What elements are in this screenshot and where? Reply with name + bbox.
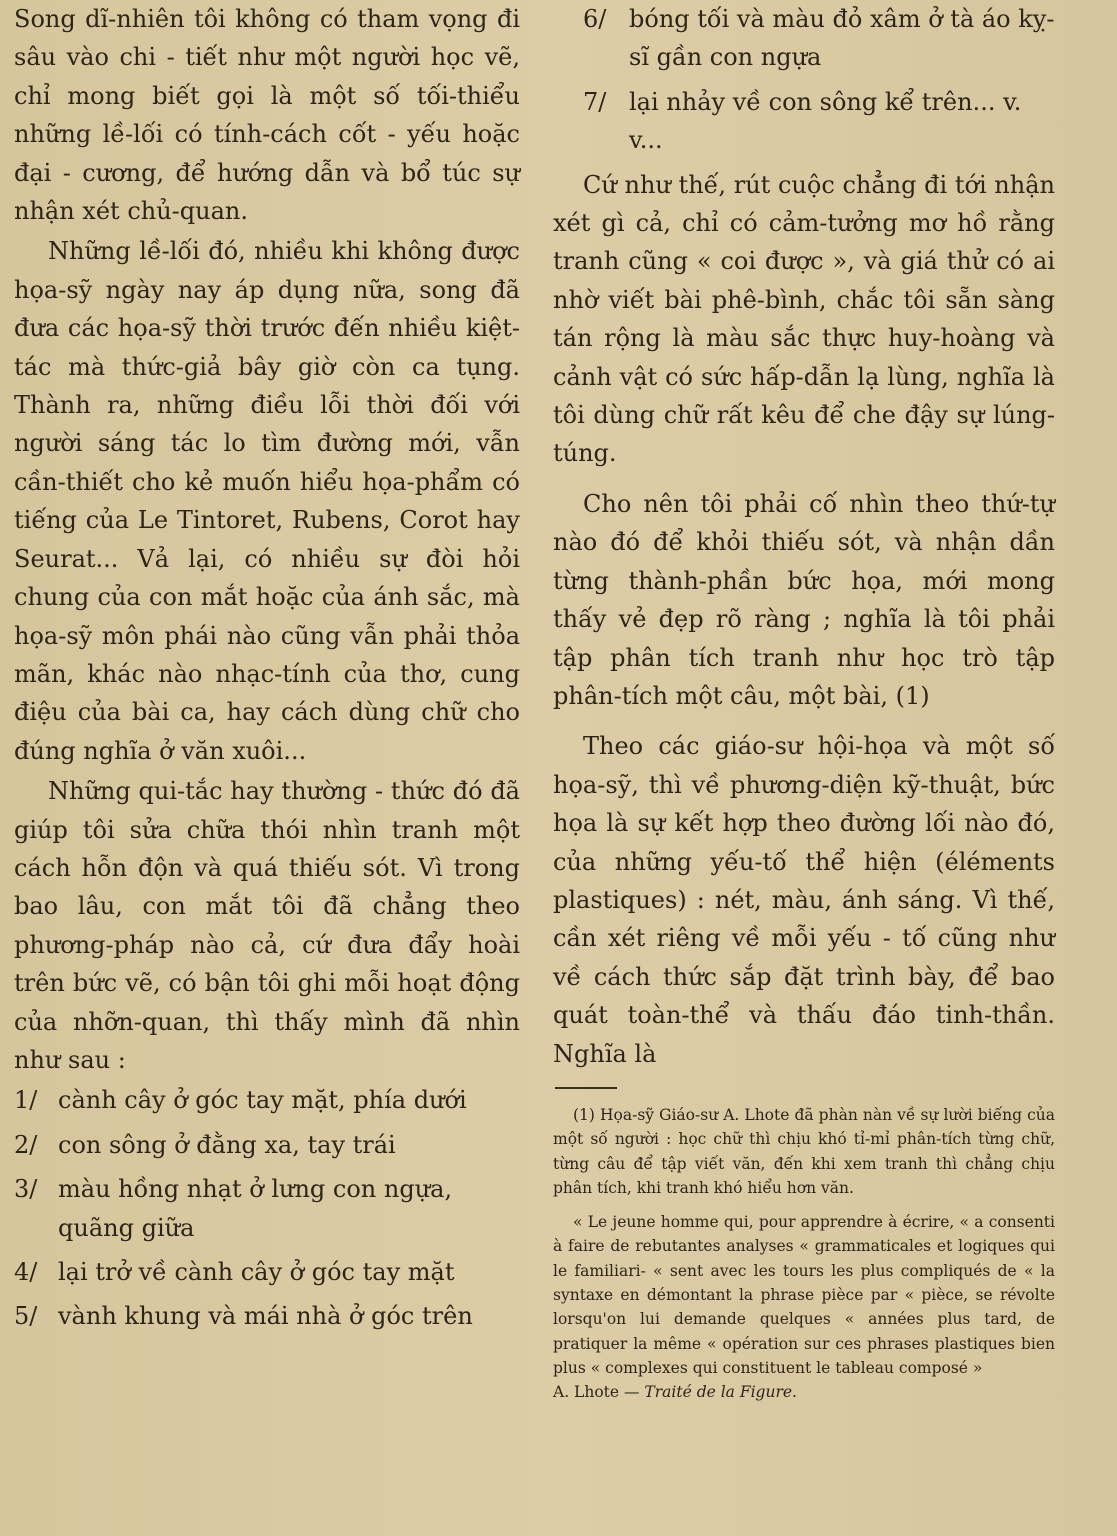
paragraph-6: Theo các giáo-sư hội-họa và một số họa-sỹ, thì về phương-diện kỹ-thuật, bức họa là sự kết hợp theo đường lối nào đó, của những yếu-tố thể hiện (éléments plastiques) : nét, màu, ánh sáng. Vì thế, cần xét riêng về mỗi yếu - tố cũng như về cách thức sắp đặt trình bày, để bao quát toàn-thể và thấu đáo tinh-thần. Nghĩa là (553, 732, 1055, 1068)
paragraph-gap (553, 475, 1055, 485)
list-item-text: vành khung và mái nhà ở góc trên (58, 1302, 473, 1331)
paragraph-5: Cho nên tôi phải cố nhìn theo thứ-tự nào đó để khỏi thiếu sót, và nhận dần từng thành-phần bức họa, mới mong thấy vẻ đẹp rõ ràng ; nghĩa là tôi phải tập phân tích tranh như học trò tập phân-tích một câu, một bài, (1) (553, 489, 1055, 710)
list-item (14, 1081, 520, 1119)
list-item (14, 1253, 520, 1291)
list-item-text: cành cây ở góc tay mặt, phía dưới (58, 1086, 467, 1115)
footnote-divider (555, 1087, 617, 1089)
list-item-number: 3/ (14, 1175, 38, 1204)
list-item (583, 0, 1055, 77)
quote-author: A. Lhote — (553, 1383, 640, 1402)
list-item-text: màu hồng nhạt ở lưng con ngựa, quãng giữa (58, 1175, 453, 1242)
quote-text: « Le jeune homme qui, pour apprendre à écrire, « a consenti à faire de rebutantes analyses « grammaticales et logiques qui le familiari- « sent avec les tours les plus compliqués de « la syntaxe en démontant la phrase pièce par « pièce, se révolte lorsqu'on lui demande quelques « années plus tard, de pratiquer la même « opération sur ces phrases plastiques bien plus « complexes qui constituent le tableau composé » (553, 1213, 1055, 1377)
footnote (553, 1103, 1055, 1200)
footnote-quote (553, 1210, 1055, 1380)
paragraph-2: Những lề-lối đó, nhiều khi không được họa-sỹ ngày nay áp dụng nữa, song đã đưa các họa-sỹ thời trước đến nhiều kiệt-tác mà thức-giả bây giờ còn ca tụng. Thành ra, những điều lỗi thời đối với người sáng tác lo tìm đường mới, vẫn cần-thiết cho kẻ muốn hiểu họa-phẩm có tiếng của Le Tintoret, Rubens, Corot hay Seurat... Vả lại, có nhiều sự đòi hỏi chung của con mắt hoặc của ánh sắc, mà họa-sỹ môn phái nào cũng vẫn phải thỏa mãn, khác nào nhạc-tính của thơ, cung điệu của bài ca, hay cách dùng chữ cho đúng nghĩa ở văn xuôi... (14, 237, 520, 765)
paragraph-3: Những qui-tắc hay thường - thức đó đã giúp tôi sửa chữa thói nhìn tranh một cách hỗn độn và quá thiếu sót. Vì trong bao lâu, con mắt tôi đã chẳng theo phương-pháp nào cả, cứ đưa đẩy hoài trên bức vẽ, có bận tôi ghi mỗi hoạt động của nhỡn-quan, thì thấy mình đã nhìn như sau : (14, 777, 520, 1074)
paragraph-4: Cứ như thế, rút cuộc chẳng đi tới nhận xét gì cả, chỉ có cảm-tưởng mơ hồ rằng tranh cũng « coi được », và giá thử có ai nhờ viết bài phê-bình, chắc tôi sẵn sàng tán rộng là màu sắc thực huy-hoàng và cảnh vật có sức hấp-dẫn lạ lùng, nghĩa là tôi dùng chữ rất kêu để che đậy sự lúng-túng. (553, 170, 1055, 468)
list-item-text: con sông ở đằng xa, tay trái (58, 1130, 396, 1159)
list-item (14, 1170, 520, 1247)
list-item-number: 7/ (583, 87, 607, 116)
right-column (553, 0, 1055, 1405)
list-item-number: 4/ (14, 1258, 38, 1286)
list-item-number: 6/ (583, 5, 607, 33)
list-item-text: bóng tối và màu đỏ xâm ở tà áo kỵ-sĩ gần con ngựa (629, 5, 1055, 72)
list-item-text: lại trở về cành cây ở góc tay mặt (58, 1258, 455, 1286)
list-item-number: 5/ (14, 1302, 38, 1331)
list-item (583, 83, 1055, 160)
list-item-number: 2/ (14, 1130, 38, 1159)
paragraph-gap (553, 717, 1055, 727)
list-item-number: 1/ (14, 1086, 38, 1115)
paragraph-1: Song dĩ-nhiên tôi không có tham vọng đi sâu vào chi - tiết như một người học vẽ, chỉ mong biết gọi là một số tối-thiểu những lề-lối có tính-cách cốt - yếu hoặc đại - cương, để hướng dẫn và bổ túc sự nhận xét chủ-quan. (14, 5, 520, 226)
footnote-text: (1) Họa-sỹ Giáo-sư A. Lhote đã phàn nàn về sự lười biếng của một số người : học chữ thì chịu khó tỉ-mỉ phân-tích từng chữ, từng câu để tập viết văn, đến khi xem tranh thì chẳng chịu phân tích, khi tranh khó hiểu hơn văn. (553, 1105, 1055, 1197)
left-column (14, 0, 520, 1342)
list-item (14, 1126, 520, 1164)
list-item-text: lại nhảy về con sông kể trên... v. v... (629, 87, 1022, 155)
quote-book-title: Traité de la Figure. (644, 1383, 797, 1402)
quote-attribution (553, 1380, 1055, 1404)
list-item (14, 1297, 520, 1335)
